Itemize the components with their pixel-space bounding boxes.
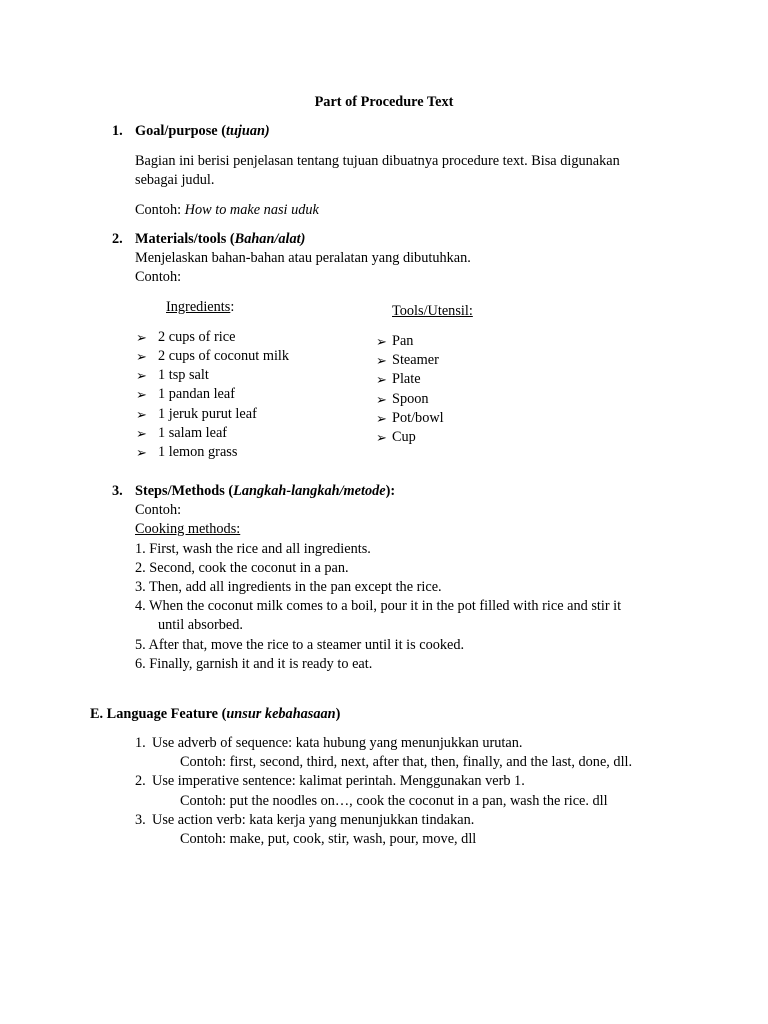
cooking-methods-title: Cooking methods: — [135, 521, 241, 537]
list-item — [136, 366, 147, 386]
section-2-heading-text: Materials/tools ( — [135, 231, 235, 247]
tool-item: Cup — [392, 429, 416, 445]
arrow-bullet-icon: ➢ — [376, 392, 387, 407]
list-item — [136, 424, 147, 444]
feature-number: 1. — [135, 735, 146, 751]
ingredients-title — [166, 298, 234, 317]
arrow-bullet-icon: ➢ — [136, 368, 147, 383]
feature-example: Contoh: put the noodles on…, cook the coconut in a pan, wash the rice. dll — [180, 793, 608, 809]
section-1-number: 1. — [112, 123, 123, 139]
arrow-bullet-icon: ➢ — [136, 426, 147, 441]
tool-item: Steamer — [392, 352, 439, 368]
ingredients-title-text: Ingredients — [166, 299, 231, 315]
section-1-heading — [135, 122, 270, 141]
step-item: 6. Finally, garnish it and it is ready to eat. — [135, 656, 373, 672]
tool-item: Pot/bowl — [392, 410, 444, 426]
section-2-heading — [135, 230, 305, 249]
section-1-heading-text: Goal/purpose ( — [135, 123, 226, 139]
feature-number: 2. — [135, 773, 146, 789]
page-title: Part of Procedure Text — [314, 94, 454, 110]
section-e-heading — [90, 705, 340, 724]
section-3-number: 3. — [112, 483, 123, 499]
section-2-number: 2. — [112, 231, 123, 247]
arrow-bullet-icon: ➢ — [376, 372, 387, 387]
feature-text: Use imperative sentence: kalimat perintah. Menggunakan verb 1. — [152, 773, 525, 789]
section-1-heading-italic: tujuan) — [225, 123, 270, 139]
section-1-desc-line-1: Bagian ini berisi penjelasan tentang tujuan dibuatnya procedure text. Bisa digunakan — [135, 153, 620, 169]
arrow-bullet-icon: ➢ — [136, 407, 147, 422]
ingredient-item: 2 cups of rice — [158, 329, 236, 345]
section-3-heading-italic: Langkah-langkah/metode — [233, 483, 386, 499]
section-1-desc-line-2: sebagai judul. — [135, 172, 215, 188]
list-item — [136, 347, 147, 367]
step-item: 4. When the coconut milk comes to a boil, pour it in the pot filled with rice and stir it — [135, 598, 622, 614]
list-item — [376, 428, 387, 448]
list-item — [376, 409, 387, 429]
tool-item: Spoon — [392, 391, 429, 407]
section-e-heading-end: ) — [335, 706, 341, 722]
feature-example: Contoh: make, put, cook, stir, wash, pour, move, dll — [180, 831, 477, 847]
list-item — [136, 328, 147, 348]
section-e-heading-italic: unsur kebahasaan — [226, 706, 336, 722]
list-item — [136, 443, 147, 463]
section-e-heading-text: E. Language Feature ( — [90, 706, 227, 722]
arrow-bullet-icon: ➢ — [376, 430, 387, 445]
section-1-example-label: Contoh: — [135, 202, 185, 218]
section-1-example — [135, 201, 319, 220]
section-3-heading-text: Steps/Methods ( — [135, 483, 234, 499]
section-2-heading-italic: Bahan/alat) — [234, 231, 306, 247]
list-item — [376, 370, 387, 390]
section-2-example-label: Contoh: — [135, 269, 182, 285]
ingredient-item: 1 lemon grass — [158, 444, 238, 460]
ingredient-item: 1 jeruk purut leaf — [158, 406, 257, 422]
list-item — [136, 385, 147, 405]
section-3-heading-end: ): — [385, 483, 396, 499]
step-item-continuation: until absorbed. — [158, 617, 243, 633]
tools-title: Tools/Utensil: — [392, 303, 473, 319]
arrow-bullet-icon: ➢ — [136, 349, 147, 364]
step-item: 5. After that, move the rice to a steamer until it is cooked. — [135, 637, 465, 653]
tool-item: Pan — [392, 333, 414, 349]
tool-item: Plate — [392, 371, 421, 387]
list-item — [376, 351, 387, 371]
feature-example: Contoh: first, second, third, next, after that, then, finally, and the last, done, dll. — [180, 754, 633, 770]
step-item: 3. Then, add all ingredients in the pan except the rice. — [135, 579, 442, 595]
list-item — [136, 405, 147, 425]
step-item: 1. First, wash the rice and all ingredients. — [135, 541, 371, 557]
ingredient-item: 1 tsp salt — [158, 367, 209, 383]
section-3-heading — [135, 482, 395, 501]
section-1-example-value: How to make nasi uduk — [184, 202, 319, 218]
step-item: 2. Second, cook the coconut in a pan. — [135, 560, 349, 576]
ingredient-item: 2 cups of coconut milk — [158, 348, 290, 364]
arrow-bullet-icon: ➢ — [136, 387, 147, 402]
ingredient-item: 1 pandan leaf — [158, 386, 236, 402]
feature-text: Use action verb: kata kerja yang menunjukkan tindakan. — [152, 812, 475, 828]
feature-text: Use adverb of sequence: kata hubung yang menunjukkan urutan. — [152, 735, 523, 751]
list-item — [376, 332, 387, 352]
list-item — [376, 390, 387, 410]
section-3-example-label: Contoh: — [135, 502, 182, 518]
section-2-desc: Menjelaskan bahan-bahan atau peralatan yang dibutuhkan. — [135, 250, 471, 266]
ingredient-item: 1 salam leaf — [158, 425, 228, 441]
ingredients-title-colon: : — [230, 299, 235, 315]
arrow-bullet-icon: ➢ — [376, 353, 387, 368]
arrow-bullet-icon: ➢ — [136, 445, 147, 460]
feature-number: 3. — [135, 812, 146, 828]
arrow-bullet-icon: ➢ — [376, 334, 387, 349]
arrow-bullet-icon: ➢ — [376, 411, 387, 426]
arrow-bullet-icon: ➢ — [136, 330, 147, 345]
